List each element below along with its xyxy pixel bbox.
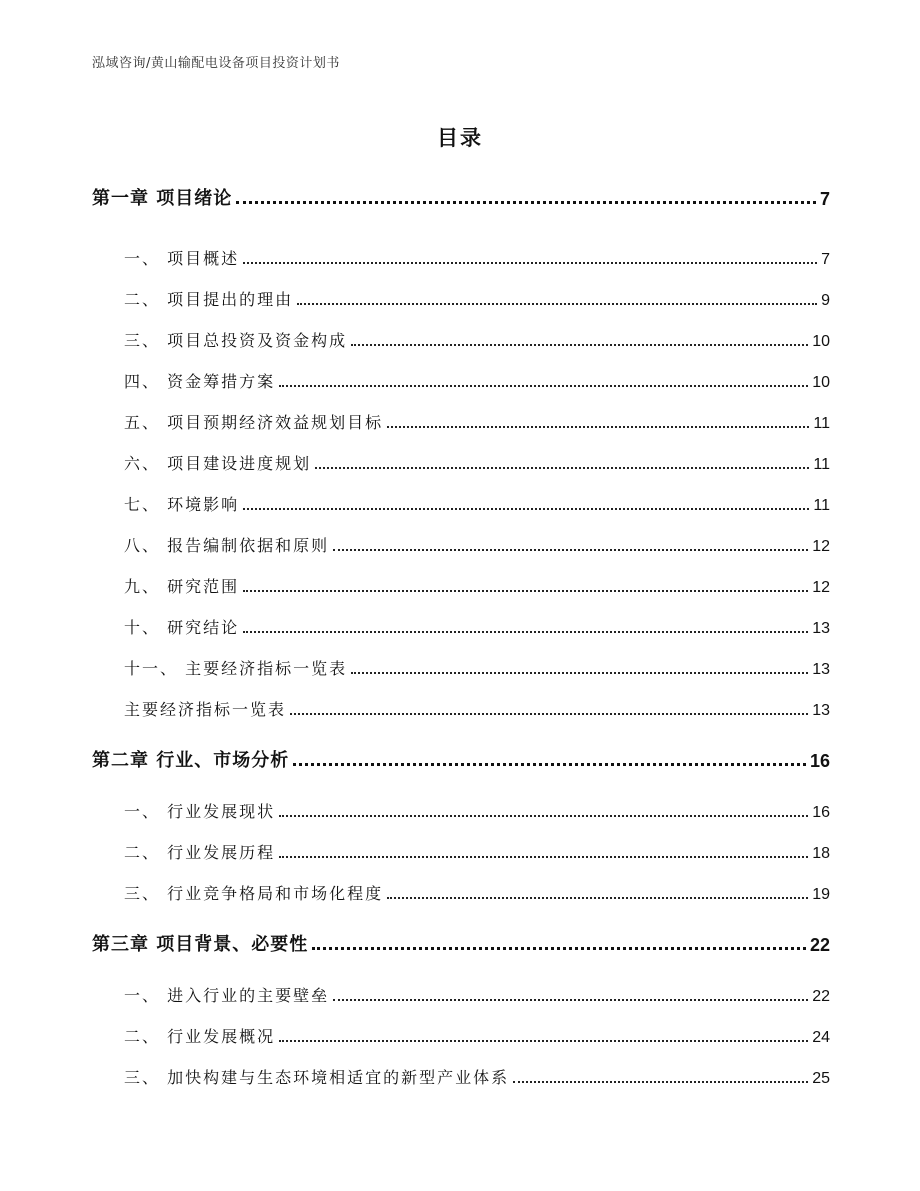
toc-entry-label: 三、 加快构建与生态环境相适宜的新型产业体系 bbox=[124, 1068, 510, 1087]
toc-section-entry[interactable] bbox=[124, 1066, 830, 1088]
toc-dot-leader bbox=[387, 897, 808, 899]
toc-entry-label: 第三章 项目背景、必要性 bbox=[92, 934, 309, 955]
toc-entry-label: 二、 项目提出的理由 bbox=[124, 290, 294, 309]
toc-page-number: 11 bbox=[813, 415, 830, 432]
toc-section-entry[interactable] bbox=[124, 800, 830, 822]
toc-page-number: 22 bbox=[812, 988, 830, 1005]
toc-section-entry[interactable] bbox=[124, 452, 830, 474]
toc-entry-label: 二、 行业发展概况 bbox=[124, 1027, 276, 1046]
toc-page-number: 16 bbox=[809, 751, 830, 771]
toc-dot-leader bbox=[297, 303, 817, 305]
toc-entry-label: 八、 报告编制依据和原则 bbox=[124, 536, 330, 555]
toc-entry-label: 九、 研究范围 bbox=[124, 577, 240, 596]
toc-section-entry[interactable] bbox=[124, 493, 830, 515]
toc-section-entry[interactable] bbox=[124, 288, 830, 310]
toc-section-entry[interactable] bbox=[124, 984, 830, 1006]
toc-dot-leader bbox=[243, 508, 809, 510]
toc-section-entry[interactable] bbox=[124, 411, 830, 433]
toc-entry-label: 三、 项目总投资及资金构成 bbox=[124, 331, 348, 350]
toc-section-entry[interactable] bbox=[124, 247, 830, 269]
toc-page-number: 24 bbox=[812, 1029, 830, 1046]
toc-dot-leader bbox=[312, 947, 806, 950]
toc-page-number: 13 bbox=[812, 620, 830, 637]
toc-page-number: 25 bbox=[812, 1070, 830, 1087]
toc-dot-leader bbox=[387, 426, 809, 428]
toc-dot-leader bbox=[293, 763, 806, 766]
toc-entry-label: 第一章 项目绪论 bbox=[92, 188, 233, 209]
toc-section-entry[interactable] bbox=[124, 534, 830, 556]
toc-section-entry[interactable] bbox=[124, 657, 830, 679]
toc-page-number: 11 bbox=[813, 497, 830, 514]
toc-page-number: 13 bbox=[812, 702, 830, 719]
toc-dot-leader bbox=[243, 631, 808, 633]
toc-section-entry[interactable] bbox=[124, 882, 830, 904]
toc-chapter-entry[interactable] bbox=[92, 930, 830, 956]
toc-page-number: 13 bbox=[812, 661, 830, 678]
toc-page-number: 22 bbox=[809, 935, 830, 955]
toc-dot-leader bbox=[513, 1081, 808, 1083]
toc-entry-label: 四、 资金筹措方案 bbox=[124, 372, 276, 391]
toc-entry-label: 一、 项目概述 bbox=[124, 249, 240, 268]
toc-entry-label: 主要经济指标一览表 bbox=[124, 700, 287, 719]
toc-page-number: 7 bbox=[819, 189, 830, 209]
toc-dot-leader bbox=[333, 549, 808, 551]
toc-dot-leader bbox=[243, 590, 808, 592]
toc-entry-label: 十一、 主要经济指标一览表 bbox=[124, 659, 348, 678]
toc-dot-leader bbox=[279, 385, 808, 387]
toc-section-entry[interactable] bbox=[124, 616, 830, 638]
toc-section-entry[interactable] bbox=[124, 370, 830, 392]
toc-entry-label: 二、 行业发展历程 bbox=[124, 843, 276, 862]
toc-entry-label: 六、 项目建设进度规划 bbox=[124, 454, 312, 473]
toc-page-number: 10 bbox=[812, 333, 830, 350]
toc-dot-leader bbox=[290, 713, 808, 715]
toc-dot-leader bbox=[315, 467, 809, 469]
toc-section-entry[interactable] bbox=[124, 698, 830, 720]
toc-dot-leader bbox=[243, 262, 817, 264]
toc-section-entry[interactable] bbox=[124, 575, 830, 597]
toc-entry-label: 三、 行业竞争格局和市场化程度 bbox=[124, 884, 384, 903]
toc-dot-leader bbox=[351, 344, 808, 346]
toc-dot-leader bbox=[279, 815, 808, 817]
toc-dot-leader bbox=[351, 672, 808, 674]
toc-chapter-entry[interactable] bbox=[92, 746, 830, 772]
toc-chapter-entry[interactable] bbox=[92, 184, 830, 210]
toc-entry-label: 十、 研究结论 bbox=[124, 618, 240, 637]
toc-dot-leader bbox=[279, 1040, 808, 1042]
toc-entry-label: 第二章 行业、市场分析 bbox=[92, 750, 290, 771]
toc-section-entry[interactable] bbox=[124, 1025, 830, 1047]
toc-dot-leader bbox=[279, 856, 808, 858]
toc-entry-label: 五、 项目预期经济效益规划目标 bbox=[124, 413, 384, 432]
running-header: 泓域咨询/黄山输配电设备项目投资计划书 bbox=[92, 56, 340, 71]
toc-page-number: 16 bbox=[812, 804, 830, 821]
toc-entry-label: 一、 行业发展现状 bbox=[124, 802, 276, 821]
toc-page-number: 12 bbox=[812, 579, 830, 596]
toc-page-number: 12 bbox=[812, 538, 830, 555]
toc-section-entry[interactable] bbox=[124, 329, 830, 351]
toc-dot-leader bbox=[236, 201, 816, 204]
toc-page-number: 11 bbox=[813, 456, 830, 473]
toc-page-number: 7 bbox=[821, 251, 830, 268]
toc-page-number: 10 bbox=[812, 374, 830, 391]
toc-entry-label: 一、 进入行业的主要壁垒 bbox=[124, 986, 330, 1005]
page-title: 目录 bbox=[437, 126, 483, 150]
toc-dot-leader bbox=[333, 999, 808, 1001]
toc-section-entry[interactable] bbox=[124, 841, 830, 863]
toc-page-number: 18 bbox=[812, 845, 830, 862]
toc-page-number: 19 bbox=[812, 886, 830, 903]
toc-page-number: 9 bbox=[821, 292, 830, 309]
toc-entry-label: 七、 环境影响 bbox=[124, 495, 240, 514]
